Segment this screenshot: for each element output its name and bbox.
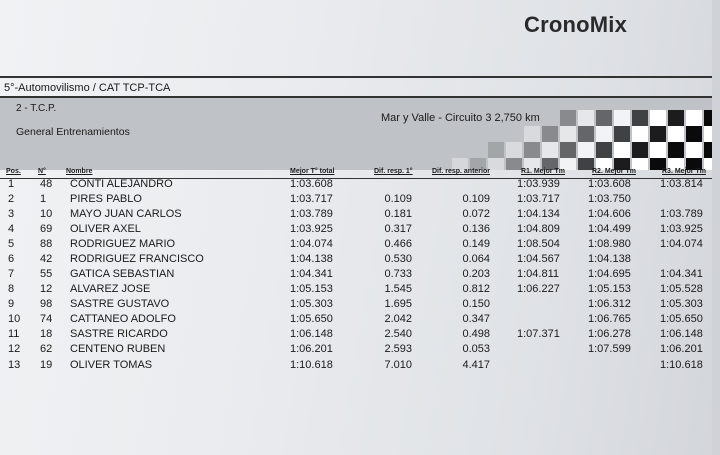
best-time: 1:10.618: [290, 359, 333, 371]
driver-name: CENTENO RUBEN: [70, 343, 166, 355]
position: 9: [8, 298, 15, 310]
diff-previous: 0.149: [462, 238, 490, 250]
table-row: [0, 268, 712, 283]
r2-best-time: 1:04.499: [588, 223, 631, 235]
position: 2: [8, 193, 15, 205]
diff-previous: 0.072: [462, 208, 490, 220]
table-row: [0, 223, 712, 238]
diff-first: 1.545: [384, 283, 412, 295]
car-number: 18: [40, 328, 53, 340]
car-number: 12: [40, 283, 53, 295]
column-header-r3: R3. Mejor Tm: [662, 168, 706, 175]
table-row: [0, 313, 712, 328]
diff-first: 0.530: [384, 253, 412, 265]
position: 4: [8, 223, 15, 235]
diff-first: 0.109: [384, 193, 412, 205]
table-row: [0, 328, 712, 343]
driver-name: RODRIGUEZ FRANCISCO: [70, 253, 204, 265]
category-title: 5°-Automovilismo / CAT TCP-TCA: [4, 82, 171, 94]
r3-best-time: 1:05.650: [660, 313, 703, 325]
driver-name: ALVAREZ JOSE: [70, 283, 151, 295]
position: 8: [8, 283, 15, 295]
column-header-name: Nombre: [66, 168, 93, 175]
best-time: 1:03.717: [290, 193, 333, 205]
position: 12: [8, 343, 21, 355]
brand-logo: CronoMix: [524, 12, 628, 37]
r3-best-time: 1:04.341: [660, 268, 703, 280]
r3-best-time: 1:05.303: [660, 298, 703, 310]
r1-best-time: 1:04.811: [517, 268, 560, 280]
car-number: 1: [40, 193, 47, 205]
diff-first: 2.593: [384, 343, 412, 355]
r1-best-time: 1:03.717: [517, 193, 560, 205]
car-number: 19: [40, 359, 53, 371]
table-row: [0, 343, 712, 358]
driver-name: SASTRE GUSTAVO: [70, 298, 170, 310]
r2-best-time: 1:03.750: [588, 193, 631, 205]
r1-best-time: 1:03.939: [517, 178, 560, 190]
diff-previous: 0.150: [462, 298, 490, 310]
driver-name: OLIVER TOMAS: [70, 359, 153, 371]
diff-first: 2.540: [384, 328, 412, 340]
diff-previous: 0.109: [462, 193, 490, 205]
r2-best-time: 1:07.599: [588, 343, 631, 355]
position: 11: [8, 328, 20, 340]
car-number: 62: [40, 343, 53, 355]
diff-previous: 0.498: [462, 328, 490, 340]
driver-name: PIRES PABLO: [70, 193, 142, 205]
car-number: 10: [40, 208, 53, 220]
r3-best-time: 1:10.618: [660, 359, 703, 371]
r1-best-time: 1:07.371: [517, 328, 560, 340]
position: 3: [8, 208, 15, 220]
car-number: 74: [40, 313, 53, 325]
diff-previous: 4.417: [462, 359, 490, 371]
best-time: 1:03.608: [290, 178, 333, 190]
r1-best-time: 1:04.809: [517, 223, 560, 235]
best-time: 1:06.201: [290, 343, 333, 355]
session-label: 2 - T.C.P.: [16, 103, 57, 114]
car-number: 88: [40, 238, 53, 250]
r2-best-time: 1:06.312: [588, 298, 631, 310]
diff-first: 0.733: [384, 268, 412, 280]
driver-name: RODRIGUEZ MARIO: [70, 238, 176, 250]
car-number: 98: [40, 298, 53, 310]
r3-best-time: 1:06.148: [660, 328, 703, 340]
divider-top: [0, 76, 712, 78]
table-row: [0, 208, 712, 223]
diff-previous: 0.064: [462, 253, 490, 265]
table-row: [0, 359, 712, 374]
best-time: 1:03.925: [290, 223, 333, 235]
diff-previous: 0.347: [462, 313, 490, 325]
diff-first: 7.010: [384, 359, 412, 371]
r1-best-time: 1:06.227: [517, 283, 560, 295]
position: 13: [8, 359, 21, 371]
column-header-pos: Pos.: [6, 168, 21, 175]
best-time: 1:03.789: [290, 208, 333, 220]
car-number: 55: [40, 268, 53, 280]
r3-best-time: 1:03.925: [660, 223, 703, 235]
best-time: 1:04.341: [290, 268, 333, 280]
r2-best-time: 1:04.695: [588, 268, 631, 280]
diff-previous: 0.203: [462, 268, 490, 280]
position: 1: [8, 178, 15, 190]
table-row: [0, 283, 712, 298]
r2-best-time: 1:08.980: [588, 238, 631, 250]
diff-first: 2.042: [384, 313, 412, 325]
column-header-diff-first: Dif. resp. 1°: [374, 168, 413, 175]
circuit-label: Mar y Valle - Circuito 3 2,750 km: [381, 112, 540, 124]
position: 6: [8, 253, 15, 265]
table-row: [0, 193, 712, 208]
driver-name: SASTRE RICARDO: [70, 328, 168, 340]
column-header-r2: R2. Mejor Tm: [592, 168, 636, 175]
r2-best-time: 1:04.138: [588, 253, 631, 265]
checkered-flag-graphic: [452, 110, 712, 170]
car-number: 42: [40, 253, 53, 265]
diff-previous: 0.812: [462, 283, 490, 295]
diff-first: 1.695: [384, 298, 412, 310]
diff-first: 0.466: [384, 238, 412, 250]
column-header-best: Mejor T° total: [290, 168, 335, 175]
table-row: [0, 238, 712, 253]
best-time: 1:05.303: [290, 298, 333, 310]
best-time: 1:04.138: [290, 253, 333, 265]
r1-best-time: 1:04.134: [517, 208, 560, 220]
driver-name: CATTANEO ADOLFO: [70, 313, 176, 325]
best-time: 1:05.650: [290, 313, 333, 325]
r2-best-time: 1:04.606: [588, 208, 631, 220]
column-header-num: N°: [38, 168, 46, 175]
table-row: [0, 253, 712, 268]
r1-best-time: 1:08.504: [517, 238, 560, 250]
car-number: 69: [40, 223, 53, 235]
r2-best-time: 1:03.608: [588, 178, 631, 190]
driver-name: CONTI ALEJANDRO: [70, 178, 173, 190]
r1-best-time: 1:04.567: [517, 253, 560, 265]
r2-best-time: 1:05.153: [588, 283, 631, 295]
r3-best-time: 1:06.201: [660, 343, 703, 355]
diff-previous: 0.053: [462, 343, 490, 355]
diff-previous: 0.136: [462, 223, 490, 235]
r2-best-time: 1:06.278: [588, 328, 631, 340]
diff-first: 0.317: [384, 223, 412, 235]
best-time: 1:04.074: [290, 238, 333, 250]
table-row: [0, 298, 712, 313]
r3-best-time: 1:05.528: [660, 283, 703, 295]
session-type: General Entrenamientos: [16, 126, 130, 138]
table-row: [0, 178, 712, 193]
car-number: 48: [40, 178, 53, 190]
column-header-r1: R1. Mejor Tm: [521, 168, 565, 175]
r2-best-time: 1:06.765: [588, 313, 631, 325]
r3-best-time: 1:03.789: [660, 208, 703, 220]
position: 5: [8, 238, 15, 250]
driver-name: GATICA SEBASTIAN: [70, 268, 175, 280]
best-time: 1:05.153: [290, 283, 333, 295]
r3-best-time: 1:04.074: [660, 238, 703, 250]
column-header-diff-prev: Dif. resp. anterior: [432, 168, 490, 175]
best-time: 1:06.148: [290, 328, 333, 340]
r3-best-time: 1:03.814: [660, 178, 703, 190]
driver-name: MAYO JUAN CARLOS: [70, 208, 182, 220]
driver-name: OLIVER AXEL: [70, 223, 141, 235]
position: 10: [8, 313, 21, 325]
diff-first: 0.181: [384, 208, 412, 220]
position: 7: [8, 268, 15, 280]
